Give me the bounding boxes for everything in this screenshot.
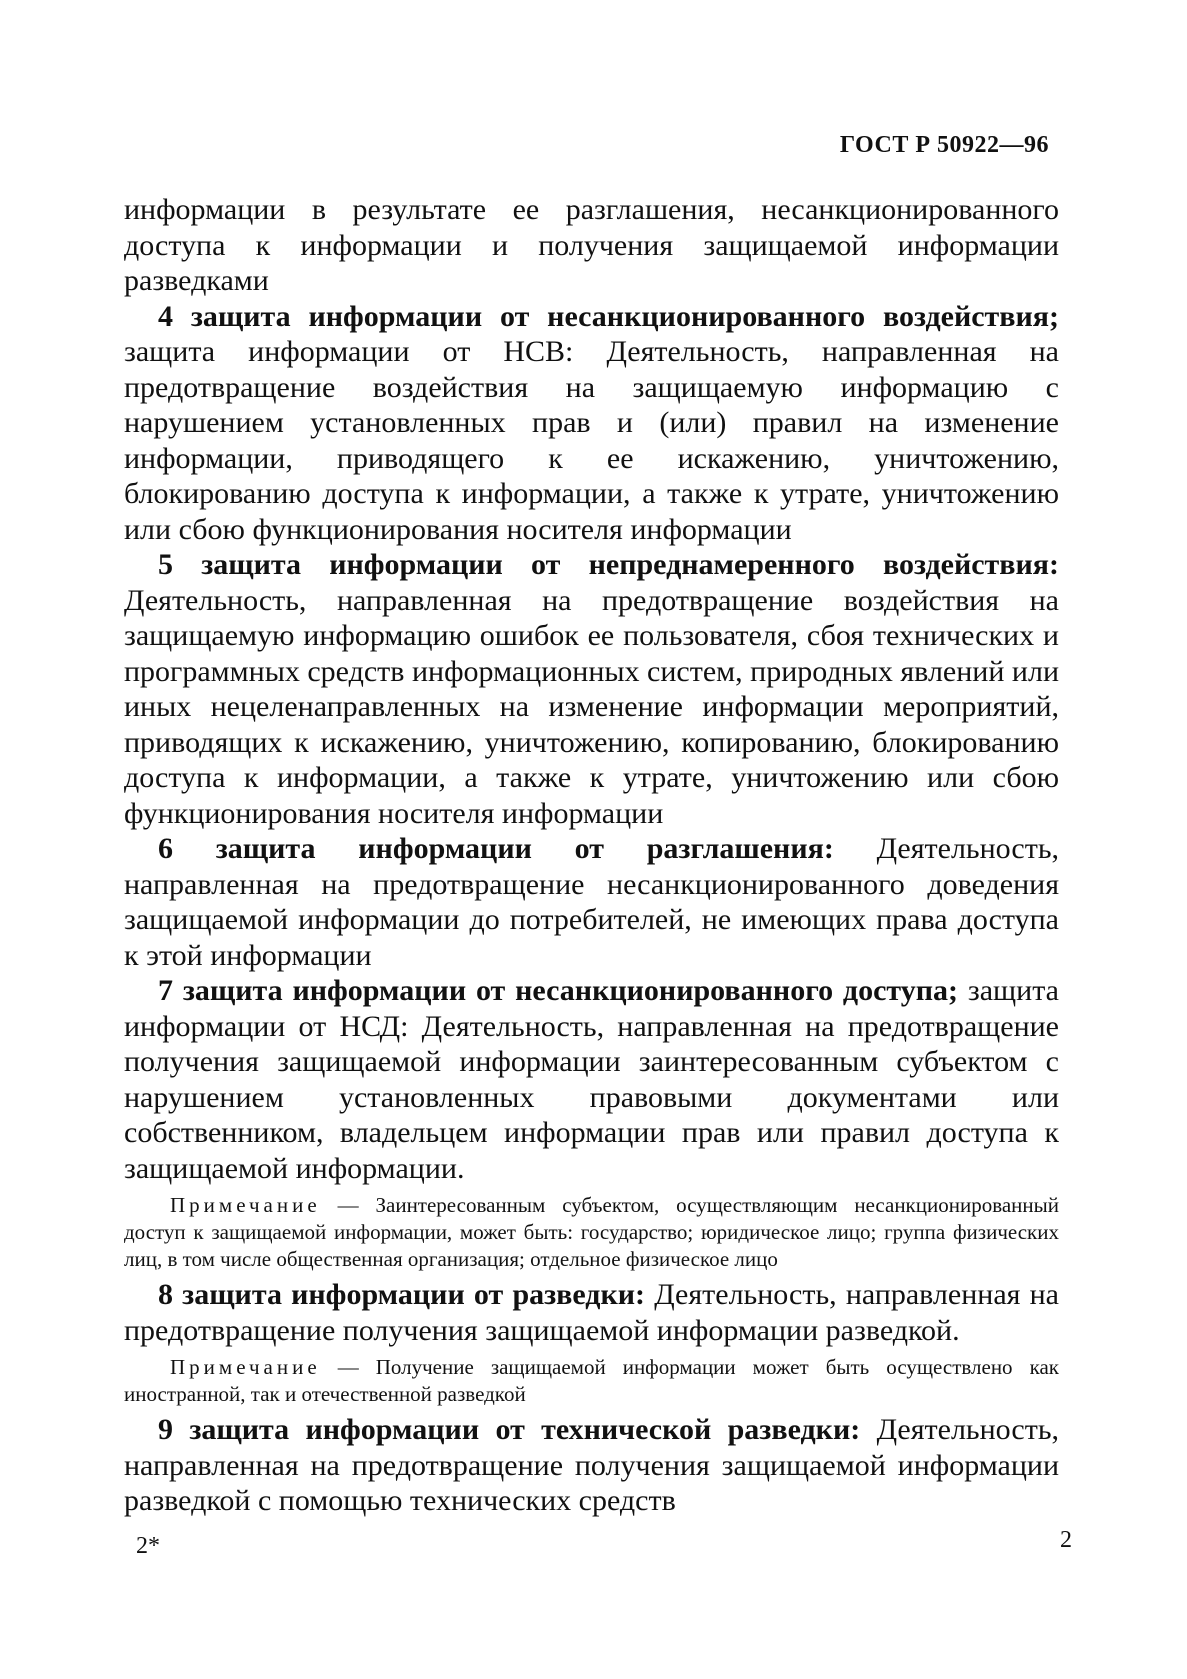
term-title: защита информации от непреднамеренного воздействия: — [201, 548, 1060, 581]
item-number: 6 — [158, 832, 173, 865]
term-paragraph-9 — [124, 1412, 1059, 1519]
note-text: — Заинтересованным субъектом, осуществляющим несанкционированный доступ к защищаемой информации, может быть: государство; юридическое лицо; группа физических лиц, в том числе общественная организация; отдельное физическое лицо — [124, 1193, 1059, 1271]
term-title: защита информации от разведки: — [182, 1278, 646, 1311]
note-label: Примечание — [170, 1193, 321, 1217]
item-number: 9 — [158, 1413, 173, 1446]
term-title: защита информации от несанкционированного воздействия; — [190, 299, 1060, 333]
term-paragraph-7 — [124, 973, 1059, 1186]
term-paragraph-4 — [124, 299, 1059, 548]
document-code-header: ГОСТ Р 50922—96 — [839, 132, 1049, 158]
term-definition: защита информации от НСД: Деятельность, направленная на предотвращение получения защищаемой информации заинтересованным субъектом с нарушением установленных правовыми документами или собственником, владельцем информации прав или правил доступа к защищаемой информации. — [124, 974, 1059, 1185]
term-definition: Деятельность, направленная на предотвращение несанкционированного доведения защищаемой информации до потребителей, не имеющих права доступа к этой информации — [124, 832, 1060, 972]
term-title: защита информации от технической разведки: — [189, 1413, 861, 1446]
sheet-mark: 2* — [136, 1533, 160, 1559]
term-title: защита информации от разглашения: — [215, 832, 834, 865]
term-paragraph-5 — [124, 547, 1059, 831]
item-number: 8 — [158, 1278, 173, 1311]
term-definition: Деятельность, направленная на предотвращение получения защищаемой информации разведкой. — [124, 1278, 1059, 1347]
item-number: 7 — [158, 974, 173, 1007]
page-number: 2 — [1060, 1527, 1072, 1553]
item-number: 4 — [158, 299, 173, 333]
term-definition: Деятельность, направленная на предотвращение воздействия на защищаемую информацию ошибок ее пользователя, сбоя технических и программных средств информационных систем, природных явлений или иных нецеленаправленных на изменение информации мероприятий, приводящих к искажению, уничтожению, копированию, блокированию доступа к информации, а также к утрате, уничтожению или сбою функционирования носителя информации — [124, 583, 1059, 830]
term-definition: защита информации от НСВ: Деятельность, направленная на предотвращение воздействия на защищаемую информацию с нарушением установленных прав и (или) правил на изменение информации, приводящего к ее искажению, уничтожению, блокированию доступа к информации, а также к утрате, уничтожению или сбою функционирования носителя информации — [124, 335, 1059, 546]
body-text — [124, 192, 1059, 1519]
term-title: защита информации от несанкционированного доступа; — [182, 974, 959, 1007]
note-text: — Получение защищаемой информации может быть осуществлено как иностранной, так и отечественной разведкой — [124, 1355, 1059, 1406]
term-paragraph-8 — [124, 1277, 1059, 1348]
term-paragraph-6 — [124, 831, 1059, 973]
continuation-paragraph: информации в результате ее разглашения, несанкционированного доступа к информации и получения защищаемой информации разведками — [124, 193, 1059, 297]
note-label: Примечание — [170, 1355, 321, 1379]
note-8 — [124, 1354, 1059, 1408]
term-definition: Деятельность, направленная на предотвращение получения защищаемой информации разведкой с помощью технических средств — [124, 1413, 1060, 1517]
note-7 — [124, 1192, 1059, 1273]
item-number: 5 — [158, 548, 173, 581]
